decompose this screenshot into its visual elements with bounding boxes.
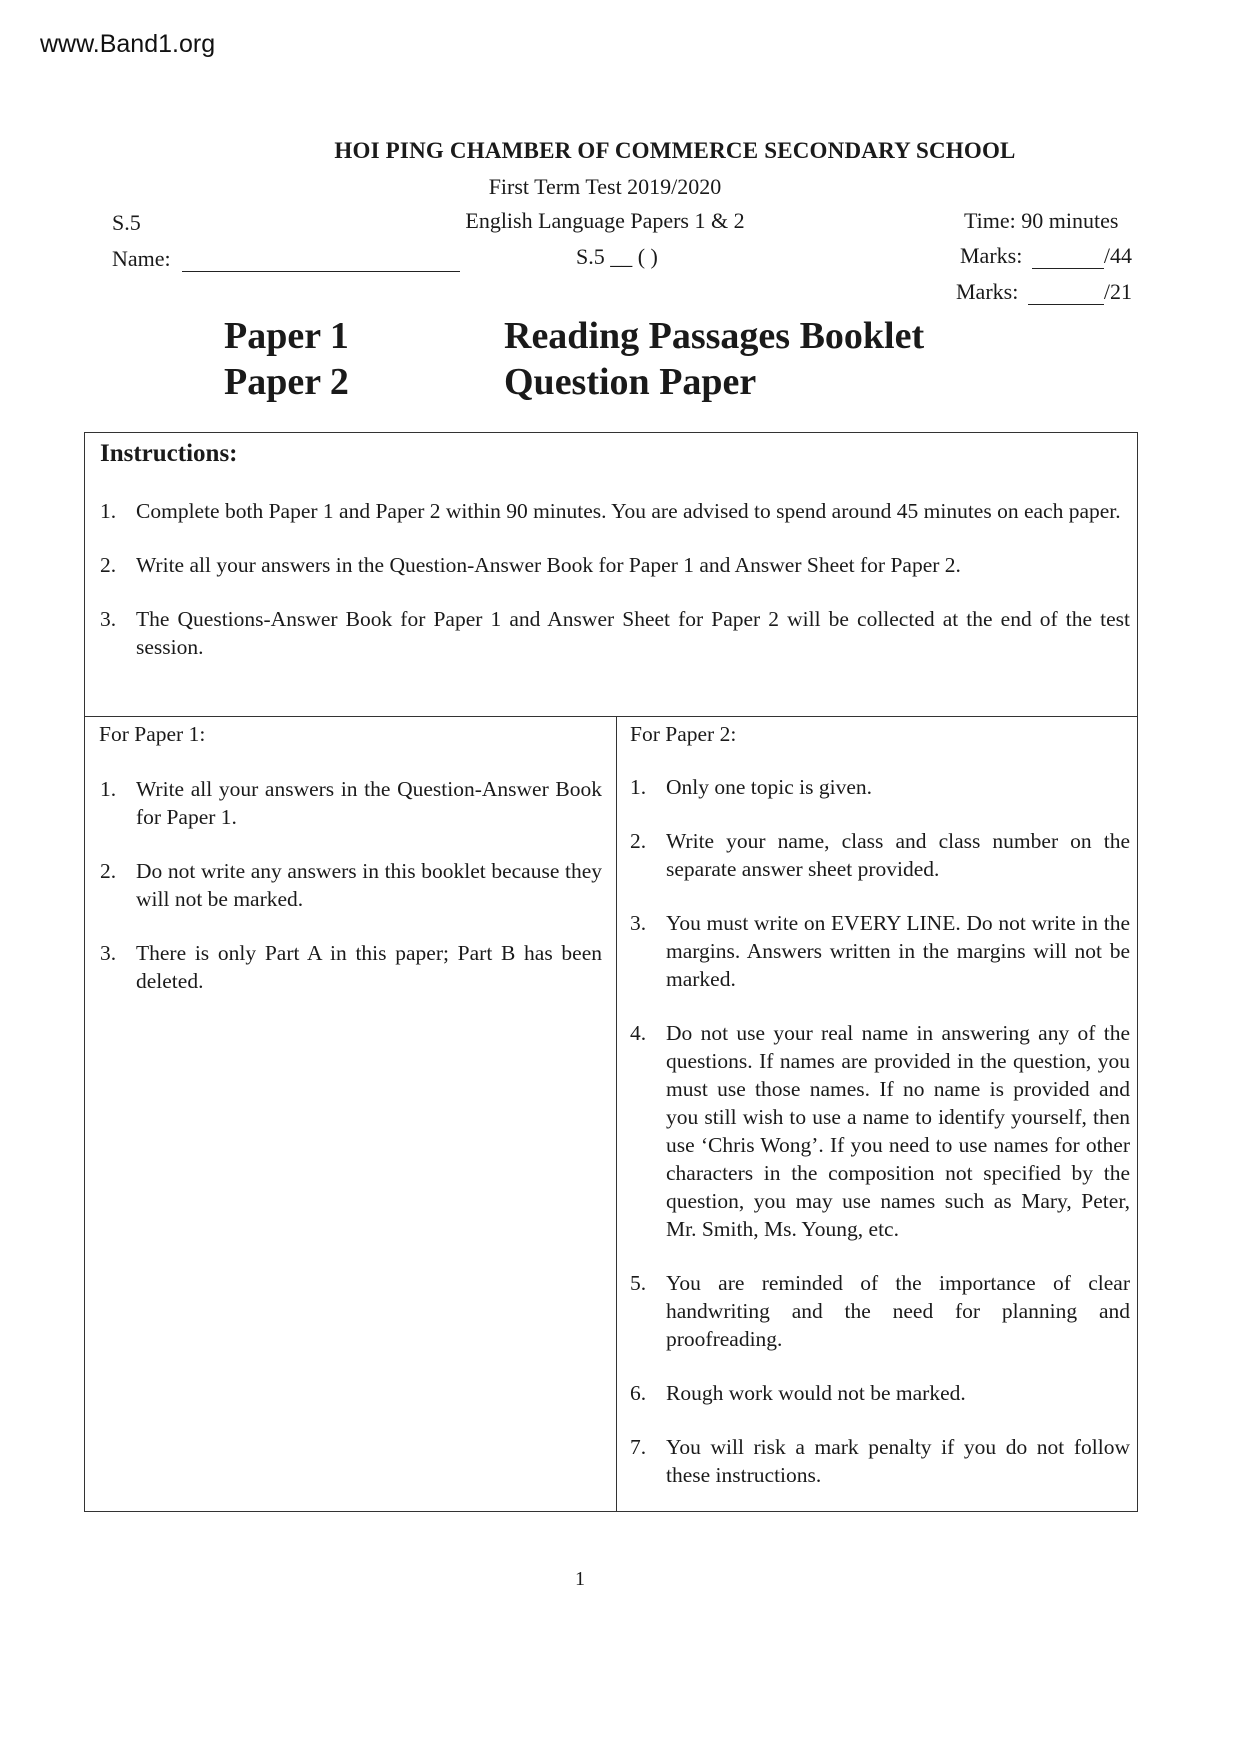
paper-2-title: Paper 2 [224,361,349,403]
marks-2-label: Marks: [956,279,1019,304]
name-label: Name: [112,246,171,271]
list-item: 1. Complete both Paper 1 and Paper 2 within 90 minutes. You are advised to spend around 45 minutes on each paper. [100,499,1121,523]
list-item: 3. The Questions-Answer Book for Paper 1 and Answer Sheet for Paper 2 will be collected at the end of the test session. [100,607,1130,659]
marks-2-total: /21 [1103,279,1132,304]
school-name: HOI PING CHAMBER OF COMMERCE SECONDARY SCHOOL [334,138,1016,163]
list-item: 2. Write all your answers in the Question-Answer Book for Paper 1 and Answer Sheet for Paper 2. [100,553,961,577]
test-name: First Term Test 2019/2020 [488,174,722,199]
paper-2-heading: For Paper 2: [630,722,737,746]
marks-1-blank[interactable] [1032,268,1104,269]
divider-horizontal [84,716,1138,717]
list-item: 3. You must write on EVERY LINE. Do not write in the margins. Answers written in the margins will not be marked. [630,911,1130,991]
list-item: 4. Do not use your real name in answering any of the questions. If names are provided in the question, you must use those names. If no name is provided and you still wish to use a name to identify yourself, then use ‘Chris Wong’. If you need to use names for other characters in the composition not specified by the question, you may use names such as Mary, Peter, Mr. Smith, Ms. Young, etc. [630,1021,1130,1241]
divider-vertical [616,716,617,1511]
list-item: 7. You will risk a mark penalty if you do not follow these instructions. [630,1435,1130,1487]
list-item: 6. Rough work would not be marked. [630,1381,966,1405]
paper-1-instructions-list [100,775,602,1021]
name-row [112,246,460,272]
class-label: S.5 __ ( ) [576,244,658,269]
paper-1-title: Paper 1 [224,315,349,357]
page-number: 1 [575,1568,585,1590]
list-item: 2. Write your name, class and class number on the separate answer sheet provided. [630,829,1130,881]
marks-1-total: /44 [1103,243,1132,268]
list-item: 1. Only one topic is given. [630,775,873,799]
list-item: 3. There is only Part A in this paper; Part B has been deleted. [100,941,602,993]
subject-label: English Language Papers 1 & 2 [465,208,745,233]
form-label: S.5 [112,210,141,235]
paper-1-description: Reading Passages Booklet [504,315,925,357]
list-item: 5. You are reminded of the importance of clear handwriting and the need for planning and proofreading. [630,1271,1130,1351]
list-item: 1. Write all your answers in the Question-Answer Book for Paper 1. [100,777,602,829]
instructions-heading: Instructions: [100,440,238,467]
marks-1-row [960,243,1132,269]
marks-2-row [956,279,1132,305]
name-blank[interactable] [182,271,460,272]
marks-1-label: Marks: [960,243,1023,268]
marks-2-blank[interactable] [1028,304,1104,305]
paper-1-heading: For Paper 1: [99,722,206,746]
time-label: Time: 90 minutes [964,208,1119,233]
list-item: 2. Do not write any answers in this booklet because they will not be marked. [100,859,602,911]
paper-2-instructions-list [630,773,1130,1515]
watermark-url[interactable]: www.Band1.org [40,30,216,58]
general-instructions-list [100,497,1130,687]
paper-2-description: Question Paper [504,361,757,403]
